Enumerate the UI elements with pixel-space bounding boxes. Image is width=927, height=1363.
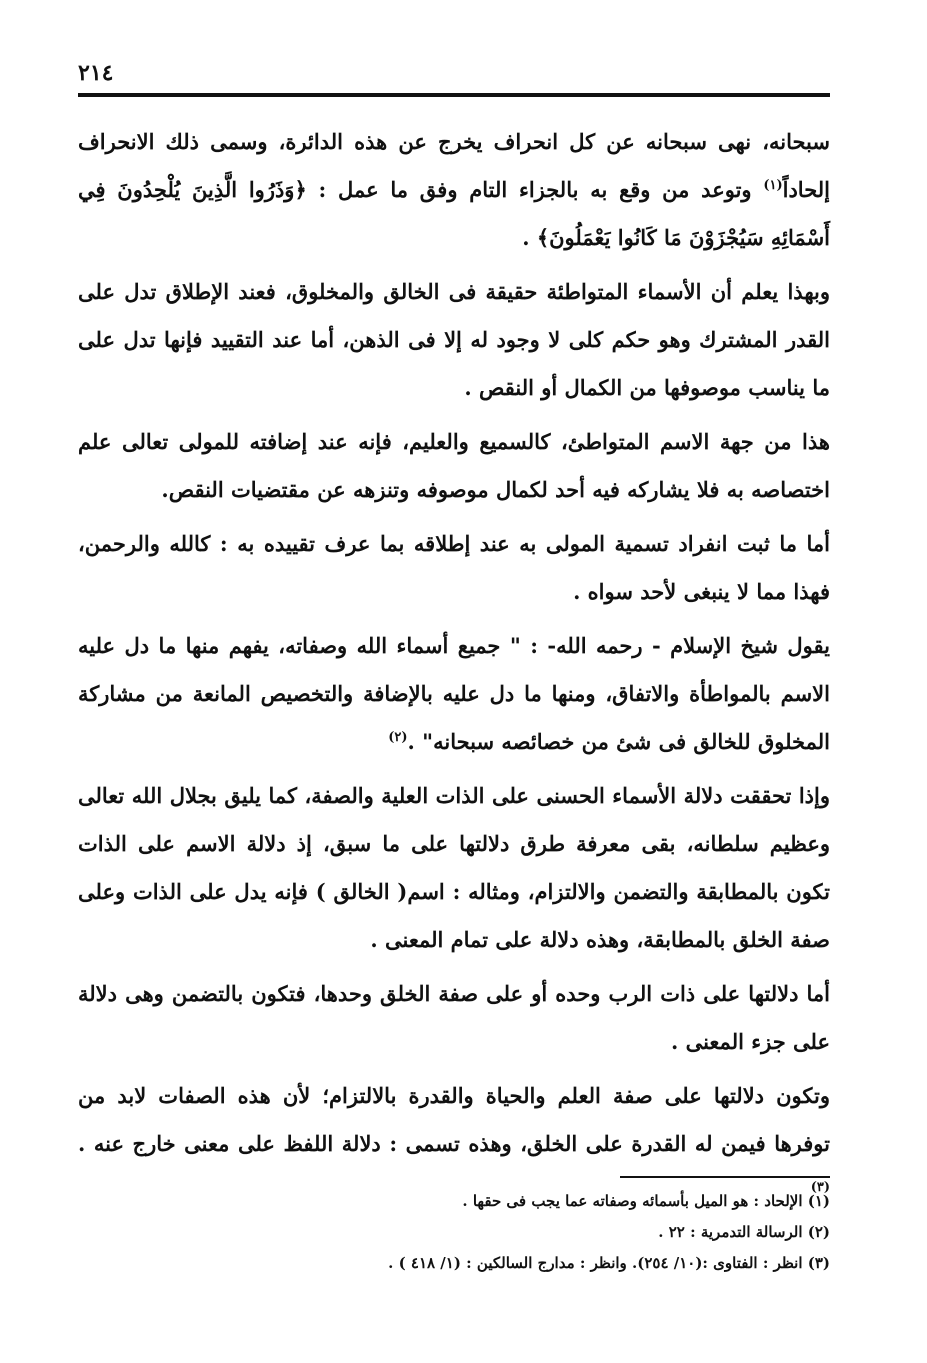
footnote-ref-3: (٣) bbox=[810, 1180, 830, 1195]
paragraph-1 bbox=[78, 118, 830, 262]
footnote-3: (٣) انظر : الفتاوى :(١٠/ ٢٥٤). وانظر : مدارج السالكين : (١/ ٤١٨ ) . bbox=[388, 1254, 830, 1272]
paragraph-4: أما ما ثبت انفراد تسمية المولى به عند إطلاقه بما عرف تقييده به : كالله والرحمن، فهذا مما لا ينبغى لأحد سواه . bbox=[78, 531, 830, 604]
quran-verse: ﴿وَذَرُوا الَّذِينَ يُلْحِدُونَ فِي أَسْمَائِهِ سَيُجْزَوْنَ مَا كَانُوا يَعْمَلُونَ﴾ bbox=[78, 177, 830, 250]
header-rule bbox=[78, 93, 830, 97]
footnote-1: (١) الإلحاد : هو الميل بأسمائه وصفاته عما يجب فى حقها . bbox=[462, 1192, 830, 1210]
paragraph-3: هذا من جهة الاسم المتواطئ، كالسميع والعليم، فإنه عند إضافته للمولى تعالى علم اختصاصه به فلا يشاركه فيه أحد لكمال موصوفه وتنزهه عن مقتضيات النقص. bbox=[78, 429, 830, 502]
paragraph-1-middle: وتوعد من وقع به بالجزاء التام وفق ما عمل : bbox=[306, 177, 764, 202]
paragraph-7: أما دلالتها على ذات الرب وحده أو على صفة الخلق وحدها، فتكون بالتضمن وهى دلالة على جزء المعنى . bbox=[78, 981, 830, 1054]
footnote-2: (٢) الرسالة التدمرية : ٢٢ . bbox=[658, 1223, 830, 1241]
footnote-rule bbox=[620, 1176, 830, 1178]
paragraph-5-text: يقول شيخ الإسلام - رحمه الله- : " جميع أسماء الله وصفاته، يفهم منها ما دل عليه الاسم بالمواطأة والاتفاق، ومنها ما دل عليه بالإضافة والتخصيص المانعة من مشاركة المخلوق للخالق فى شئ من خصائصه سبحانه" . bbox=[78, 633, 830, 754]
footnotes bbox=[78, 1186, 830, 1279]
footnote-ref-1: (١) bbox=[763, 178, 783, 193]
paragraph-1-end: . bbox=[522, 225, 537, 250]
page-number: ٢١٤ bbox=[78, 60, 114, 86]
paragraph-2: وبهذا يعلم أن الأسماء المتواطئة حقيقة فى الخالق والمخلوق، فعند الإطلاق تدل على القدر المشترك وهو حكم كلى لا وجود له إلا فى الذهن، أما عند التقييد فإنها تدل على ما يناسب موصوفها من الكمال أو النقص . bbox=[78, 279, 830, 400]
paragraph-6: وإذا تحققت دلالة الأسماء الحسنى على الذات العلية والصفة، كما يليق بجلال الله تعالى وعظيم سلطانه، بقى معرفة طرق دلالتها على ما سبق، إذ دلالة الاسم على الذات تكون بالمطابقة والتضمن والالتزام، ومثاله : اسم( الخالق ) فإنه يدل على الذات وعلى صفة الخلق بالمطابقة، وهذه دلالة على تمام المعنى . bbox=[78, 783, 830, 952]
paragraph-1-text: سبحانه، نهى سبحانه عن كل انحراف يخرج عن هذه الدائرة، وسمى ذلك الانحراف إلحاداً bbox=[78, 129, 830, 202]
paragraph-8-text: وتكون دلالتها على صفة العلم والحياة والقدرة بالالتزام؛ لأن هذه الصفات لابد من توفرها فيمن له القدرة على الخلق، وهذه تسمى : دلالة اللفظ على معنى خارج عنه . bbox=[78, 1083, 830, 1156]
main-text bbox=[78, 118, 830, 1222]
paragraph-5 bbox=[78, 622, 830, 766]
footnote-ref-2: (٢) bbox=[388, 730, 408, 745]
